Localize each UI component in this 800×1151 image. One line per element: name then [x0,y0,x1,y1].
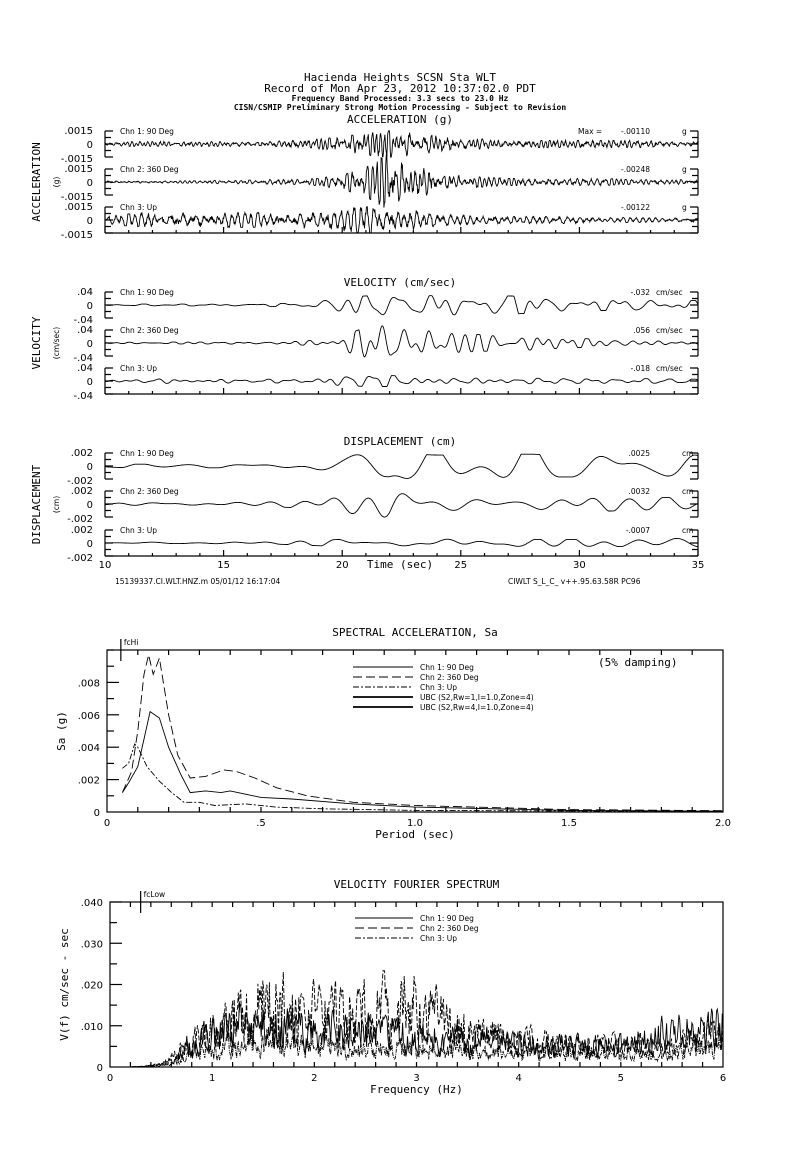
x-axis-label: Period (sec) [375,828,455,841]
waveform-trace [105,155,698,208]
peak-value: -.032 [630,288,650,297]
panel-y-label: DISPLACEMENT [30,464,43,545]
y-tick-label: -.04 [73,315,93,326]
waveform-trace [105,131,698,158]
legend-label: Chn 3: Up [420,683,458,692]
footer-file-id: 15139337.CI.WLT.HNZ.m 05/01/12 16:17:04 [115,577,281,586]
legend-label: Chn 1: 90 Deg [420,914,474,923]
y-tick-label: 0 [86,216,93,227]
y-tick-label: .002 [77,775,100,787]
peak-value: -.00248 [621,165,650,174]
x-tick-label: 25 [454,560,468,571]
panel-y-label: VELOCITY [30,316,43,370]
x-tick-label: 5 [617,1073,625,1084]
waveform-trace [105,296,698,315]
y-tick-label: 0 [86,462,93,473]
channel-label: Chn 2: 360 Deg [120,487,179,496]
peak-value: -.0007 [625,526,650,535]
legend-label: UBC (S2,Rw=1,I=1.0,Zone=4) [420,693,534,702]
footer-processing-id: CIWLT S_L_C_ v++.95.63.58R PC96 [508,577,641,586]
waveform-trace [105,326,698,357]
channel-label: Chn 3: Up [120,203,158,212]
x-tick-label: 6 [719,1073,727,1084]
y-tick-label: -.002 [67,553,93,564]
waveform-trace [105,494,698,517]
y-tick-label: 0 [93,808,100,819]
y-tick-label: -.0015 [60,230,93,241]
chart-title: VELOCITY FOURIER SPECTRUM [333,878,500,891]
cutoff-label: fcHi [123,638,139,647]
peak-unit: cm [682,449,694,458]
waveform-trace [105,376,698,387]
peak-unit: cm/sec [656,326,683,335]
peak-unit: g [682,127,687,136]
channel-label: Chn 2: 360 Deg [120,326,179,335]
y-tick-label: .006 [77,710,100,722]
y-tick-label: -.002 [67,514,93,525]
x-tick-label: 3 [413,1073,420,1084]
y-axis-bracket-right [690,292,698,318]
y-tick-label: .040 [80,898,103,909]
y-tick-label: .04 [77,287,93,298]
panel-y-label: ACCELERATION [30,142,43,222]
y-tick-label: .0015 [64,202,93,213]
y-tick-label: .030 [80,939,103,951]
y-axis-label: Sa (g) [55,711,68,751]
peak-value: -.00122 [621,203,650,212]
waveform-trace [105,207,698,234]
panel-title: DISPLACEMENT (cm) [343,435,457,448]
waveform-trace [105,454,698,478]
sa-series-line [122,712,723,812]
header-station: Hacienda Heights SCSN Sta WLT [303,71,497,84]
y-tick-label: 0 [86,178,93,189]
channel-label: Chn 1: 90 Deg [120,288,174,297]
x-tick-label: 1.0 [407,818,423,829]
peak-unit: g [682,203,687,212]
y-tick-label: .002 [70,486,93,497]
sa-series-line [122,744,723,812]
peak-value: -.00110 [621,127,650,136]
y-tick-label: .008 [77,678,100,690]
panel-title: VELOCITY (cm/sec) [343,276,457,289]
peak-unit: g [682,165,687,174]
channel-label: Chn 1: 90 Deg [120,127,174,136]
peak-unit: cm/sec [656,364,683,373]
y-tick-label: -.04 [73,353,93,364]
panel-y-unit: (cm/sec) [52,326,61,360]
y-tick-label: .002 [70,448,93,459]
cutoff-label: fcLow [143,890,166,899]
header-processing-note: CISN/CSMIP Preliminary Strong Motion Processing - Subject to Revision [233,103,567,112]
x-tick-label: 35 [691,560,705,571]
x-tick-label: 20 [335,560,349,571]
header-frequency-band: Frequency Band Processed: 3.3 secs to 23.0 Hz [291,94,509,103]
x-tick-label: .5 [256,818,266,829]
y-tick-label: 0 [86,140,93,151]
fourier-series-line [110,971,723,1067]
y-tick-label: .0015 [64,164,93,175]
y-tick-label: -.0015 [60,192,93,203]
legend-label: Chn 3: Up [420,934,458,943]
y-tick-label: 0 [86,301,93,312]
waveform-trace [105,539,698,547]
y-axis-label: V(f) cm/sec - sec [58,928,71,1041]
y-tick-label: .004 [77,743,100,755]
max-prefix: Max = [578,127,603,136]
damping-note: (5% damping) [598,656,678,669]
y-tick-label: 0 [86,377,93,388]
x-tick-label: 1 [208,1073,216,1084]
y-tick-label: 0 [86,339,93,350]
y-tick-label: -.002 [67,476,93,487]
peak-unit: cm [682,526,694,535]
peak-value: .0032 [628,487,650,496]
y-tick-label: -.04 [73,391,93,402]
y-tick-label: 0 [96,1063,103,1074]
peak-unit: cm [682,487,694,496]
x-tick-label: 4 [515,1073,522,1084]
panel-y-unit: (cm) [52,495,61,514]
plot-frame [107,650,723,812]
y-axis-bracket-left [105,453,113,479]
y-axis-bracket-right [690,368,698,394]
y-tick-label: .010 [80,1021,103,1033]
y-tick-label: -.0015 [60,154,93,165]
x-tick-label: 0 [103,818,111,829]
panel-title: ACCELERATION (g) [347,113,453,126]
x-tick-label: 15 [217,560,230,571]
y-tick-label: .020 [80,980,103,992]
legend-label: Chn 1: 90 Deg [420,663,474,672]
x-tick-label: 1.5 [561,818,577,829]
channel-label: Chn 2: 360 Deg [120,165,179,174]
y-tick-label: 0 [86,500,93,511]
chart-title: SPECTRAL ACCELERATION, Sa [332,626,498,639]
x-tick-label: 10 [98,560,112,571]
x-tick-label: 2 [311,1073,318,1084]
channel-label: Chn 3: Up [120,526,158,535]
x-tick-label: 2.0 [715,818,731,829]
header-record: Record of Mon Apr 23, 2012 10:37:02.0 PDT [264,82,536,95]
x-tick-label: 0 [106,1073,114,1084]
y-tick-label: 0 [86,539,93,550]
peak-value: .0025 [628,449,650,458]
y-tick-label: .0015 [64,126,93,137]
channel-label: Chn 3: Up [120,364,158,373]
peak-value: -.018 [630,364,650,373]
peak-value: .056 [633,326,650,335]
x-axis-label: Time (sec) [366,558,434,571]
y-tick-label: .04 [77,363,93,374]
x-axis-label: Frequency (Hz) [370,1083,463,1096]
legend-label: Chn 2: 360 Deg [420,673,479,682]
y-axis-bracket-right [690,131,698,157]
x-tick-label: 30 [573,560,586,571]
legend-label: Chn 2: 360 Deg [420,924,479,933]
peak-unit: cm/sec [656,288,683,297]
legend-label: UBC (S2,Rw=4,I=1.0,Zone=4) [420,703,534,712]
panel-y-unit: (g) [52,176,61,188]
y-tick-label: .04 [77,325,93,336]
channel-label: Chn 1: 90 Deg [120,449,174,458]
y-tick-label: .002 [70,525,93,536]
